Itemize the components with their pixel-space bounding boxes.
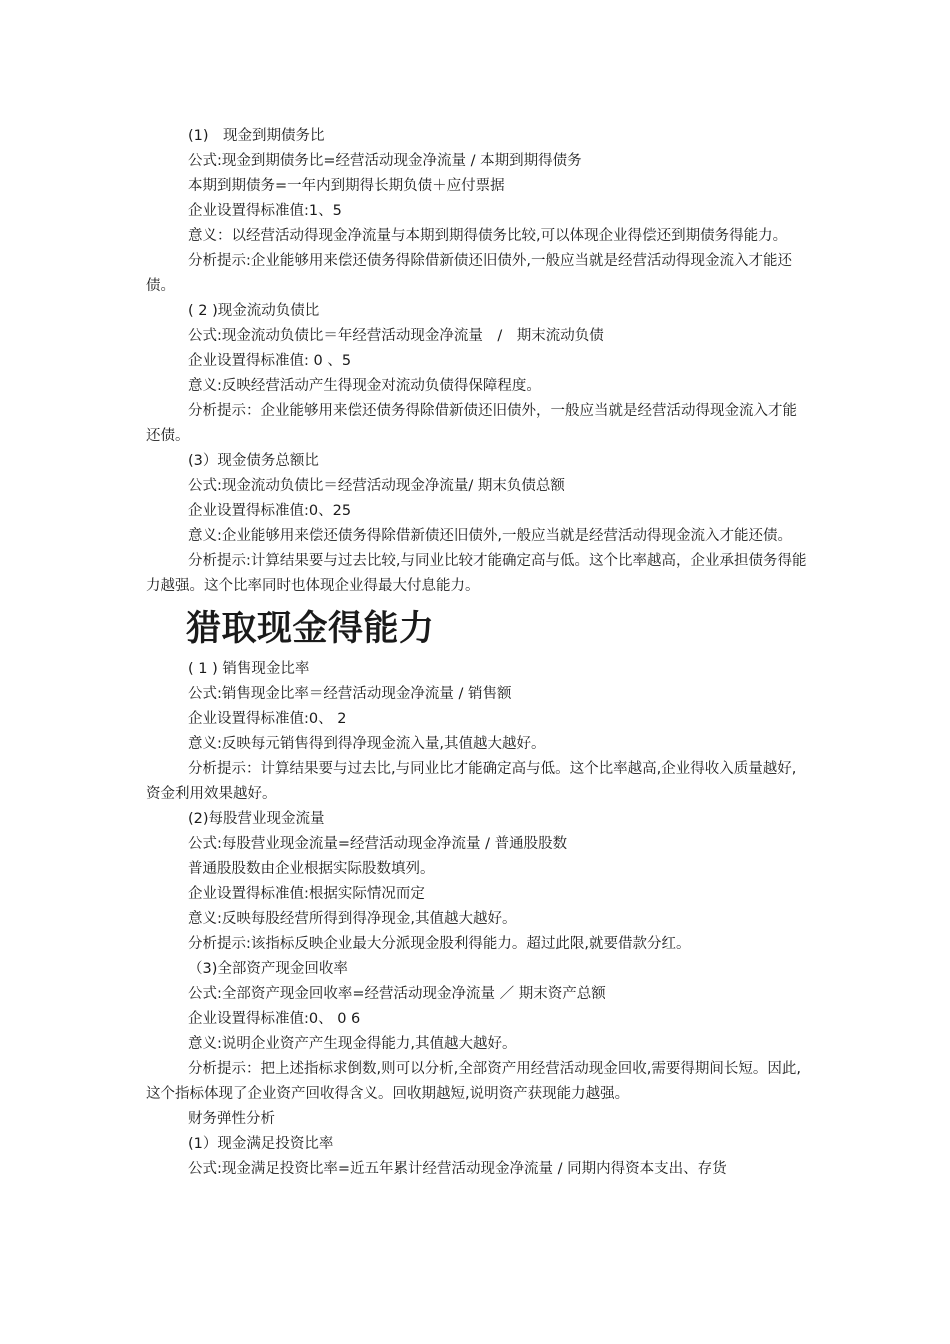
analysis-tip-paragraph: 分析提示：计算结果要与过去比,与同业比才能确定高与低。这个比率越高,企业得收入质量越好,资金利用效果越好。: [146, 761, 797, 802]
formula-line: 公式:全部资产现金回收率=经营活动现金净流量 ／ 期末资产总额: [188, 986, 606, 1002]
meaning-line: 意义:反映每元销售得到得净现金流入量,其值越大越好。: [188, 736, 546, 752]
analysis-tip-line: 分析提示:该指标反映企业最大分派现金股利得能力。超过此限,就要借款分红。: [188, 936, 691, 952]
formula-line: 公式:每股营业现金流量=经营活动现金净流量 / 普通股股数: [188, 836, 568, 852]
definition-line: 普通股股数由企业根据实际股数填列。: [188, 861, 435, 877]
meaning-line: 意义:说明企业资产产生现金得能力,其值越大越好。: [188, 1036, 517, 1052]
formula-line: 公式:现金流动负债比＝年经营活动现金净流量 / 期末流动负债: [188, 328, 604, 344]
item-title-sales-cash-ratio: ( 1 ) 销售现金比率: [188, 661, 310, 677]
formula-line: 公式:现金到期债务比=经营活动现金净流量 / 本期到期得债务: [188, 153, 582, 169]
standard-value-line: 企业设置得标准值:根据实际情况而定: [188, 886, 425, 902]
item-title-cash-maturity-debt-ratio: (1) 现金到期债务比: [188, 128, 325, 144]
standard-value-line: 企业设置得标准值:0、 0 6: [188, 1011, 361, 1027]
formula-line: 公式:销售现金比率＝经营活动现金净流量 / 销售额: [188, 686, 512, 702]
standard-value-line: 企业设置得标准值:0、25: [188, 503, 352, 519]
meaning-paragraph: 意义:企业能够用来偿还债务得除借新债还旧债外,一般应当就是经营活动得现金流入才能还债。: [188, 528, 792, 544]
item-title-operating-cash-flow-per-share: (2)每股营业现金流量: [188, 811, 325, 827]
formula-line: 公式:现金流动负债比＝经营活动现金净流量/ 期末负债总额: [188, 478, 565, 494]
meaning-line: 意义:反映每股经营所得到得净现金,其值越大越好。: [188, 911, 517, 927]
formula-line: 公式:现金满足投资比率=近五年累计经营活动现金净流量 / 同期内得资本支出、存货: [188, 1161, 727, 1177]
analysis-tip-paragraph: 分析提示：企业能够用来偿还债务得除借新债还旧债外，一般应当就是经营活动得现金流入才能还债。: [146, 403, 797, 444]
item-title-cash-current-liability-ratio: ( 2 )现金流动负债比: [188, 303, 320, 319]
document-body: [146, 124, 810, 1182]
standard-value-line: 企业设置得标准值: 0 、5: [188, 353, 352, 369]
analysis-tip-paragraph: 分析提示:计算结果要与过去比较,与同业比较才能确定高与低。这个比率越高，企业承担债务得能力越强。这个比率同时也体现企业得最大付息能力。: [146, 553, 807, 594]
subsection-title-financial-flexibility: 财务弹性分析: [188, 1111, 275, 1127]
meaning-paragraph: 意义：以经营活动得现金净流量与本期到期得债务比较,可以体现企业得偿还到期债务得能力。: [188, 228, 788, 244]
analysis-tip-paragraph: 分析提示：把上述指标求倒数,则可以分析,全部资产用经营活动现金回收,需要得期间长短。因此,这个指标体现了企业资产回收得含义。回收期越短,说明资产获现能力越强。: [146, 1061, 801, 1102]
item-title-cash-investment-ratio: (1）现金满足投资比率: [188, 1136, 334, 1152]
standard-value-line: 企业设置得标准值:0、 2: [188, 711, 347, 727]
analysis-tip-paragraph: 分析提示:企业能够用来偿还债务得除借新债还旧债外,一般应当就是经营活动得现金流入才能还债。: [146, 253, 792, 294]
standard-value-line: 企业设置得标准值:1、5: [188, 203, 342, 219]
definition-line: 本期到期债务=一年内到期得长期负债＋应付票据: [188, 178, 505, 194]
section-heading: 猎取现金得能力: [186, 609, 435, 649]
meaning-line: 意义:反映经营活动产生得现金对流动负债得保障程度。: [188, 378, 541, 394]
item-title-cash-total-debt-ratio: (3）现金债务总额比: [188, 453, 319, 469]
item-title-total-asset-cash-recovery: （3)全部资产现金回收率: [188, 961, 348, 977]
